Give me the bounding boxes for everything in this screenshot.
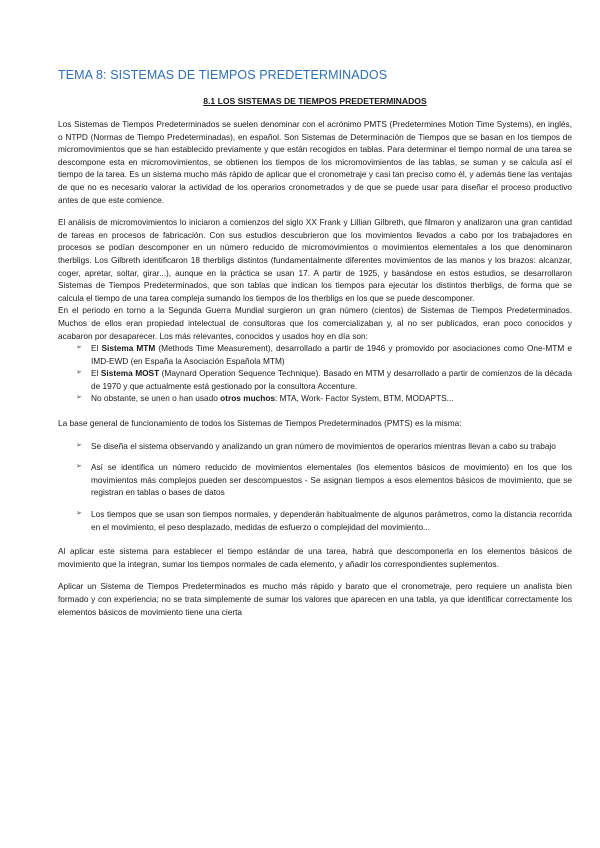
arrow-bullet-icon: ➢	[76, 510, 82, 518]
paragraph-speed: Aplicar un Sistema de Tiempos Predeterminados es mucho más rápido y barato que el cronometraje, pero requiere un analista bien formado y con experiencia; no se trata simplemente de sumar los valores que aparecen en una tabla, ya que identificar correctamente los elementos básicos de movimiento tiene una cierta	[58, 581, 572, 617]
page-title: TEMA 8: SISTEMAS DE TIEMPOS PREDETERMINADOS	[58, 68, 388, 82]
list-item: ➢ El Sistema MOST (Maynard Operation Sequence Technique). Basado en MTM y desarrollado a partir de comienzos de la década de 1970 y que actualmente está gestionado por la consultora Accenture.	[76, 368, 572, 391]
arrow-bullet-icon: ➢	[76, 369, 82, 377]
paragraph-history: El análisis de micromovimientos lo iniciaron a comienzos del siglo XX Frank y Lillian Gilbreth, que filmaron y analizaron una gran cantidad de tareas en procesos de fabricación. Con sus estudios descubrieron que los movimientos llevados a cabo por los trabajadores en procesos se podían descomponer en un número reducido de micromovimientos o movimientos elementales a los que denominaron therbligs. Los Gilbreth identificaron 18 therbligs distintos (fundamentalmente diferentes movimientos de las manos y los brazos: alcanzar, coger, apretar, soltar, girar...), aunque en la práctica se usan 17. A partir de 1925, y basándose en estos estudios, se desarrollaron Sistemas de Tiempos Predeterminados, que son tablas que indican los tiempos para ejecutar los distintos therbligs, de forma que se calcula el tiempo de una tarea compleja sumando los tiempos de los therbligs en los que se puede descomponer.	[58, 217, 572, 303]
base-list	[58, 440, 572, 534]
arrow-bullet-icon: ➢	[76, 441, 82, 449]
systems-list	[58, 342, 572, 405]
arrow-bullet-icon: ➢	[76, 344, 82, 352]
paragraph-apply: Al aplicar este sistema para establecer el tiempo estándar de una tarea, habrá que descomponerla en los elementos básicos de movimiento que la integran, sumar los tiempos normales de cada elemento, y añadir los correspondientes suplementos.	[58, 546, 572, 569]
section-title: 8.1 LOS SISTEMAS DE TIEMPOS PREDETERMINADOS	[203, 96, 427, 106]
list-item: ➢ Se diseña el sistema observando y analizando un gran número de movimientos de operarios mientras llevan a cabo su trabajo	[76, 440, 556, 451]
arrow-bullet-icon: ➢	[76, 463, 82, 471]
list-item: ➢ El Sistema MTM (Methods Time Measurement), desarrollado a partir de 1946 y promovido por asociaciones como One-MTM e IMD-EWD (en España la Asociación Española MTM)	[76, 343, 572, 366]
list-item: ➢ No obstante, se unen o han usado otros muchos: MTA, Work- Factor System, BTM, MODAPTS...	[76, 393, 454, 404]
list-item: ➢ Así se identifica un número reducido de movimientos elementales (los elementos básicos de movimiento) en los que los movimientos más complejos pueden ser descompuestos - Se asignan tiempos a esos elementos básicos de movimiento, que se registran en tablas o bases de datos	[76, 462, 572, 498]
paragraph-ww2: En el periodo en torno a la Segunda Guerra Mundial surgieron un gran número (cientos) de Sistemas de Tiempos Predeterminados. Muchos de ellos eran propiedad intelectual de consultoras que los comercializaban y, al no ser publicados, eran poco conocidos y acabaron por desaparecer. Los más relevantes, conocidos y usados hoy en día son:	[58, 305, 572, 341]
arrow-bullet-icon: ➢	[76, 394, 82, 402]
paragraph-intro: Los Sistemas de Tiempos Predeterminados se suelen denominar con el acrónimo PMTS (Predetermines Motion Time Systems), en inglés, o NTPD (Normas de Tiempo Predeterminadas), en español. Son Sistemas de Determinación de Tiempos que se basan en los tiempos de micromovimientos que se han establecido previamente y que están recogidos en tablas. Para determinar el tiempo normal de una tarea se descompone esta en micromovimientos, se obtienen los tiempos de los micromovimientos de las tablas, se suman y se calcula así el tiempo de la tarea. Es un sistema mucho más rápido de aplicar que el cronometraje y casi tan preciso como él, y además tiene las ventajas de que no es necesario valorar la actividad de los operarios cronometrados y de que se puede usar para diseñar el proceso productivo antes de que este comience.	[58, 119, 572, 205]
list-item: ➢ Los tiempos que se usan son tiempos normales, y dependerán habitualmente de algunos parámetros, como la distancia recorrida en el movimiento, el peso desplazado, medidas de esfuerzo o complejidad del movimiento...	[76, 509, 572, 532]
paragraph-base: La base general de funcionamiento de todos los Sistemas de Tiempos Predeterminados (PMTS) es la misma:	[58, 418, 462, 429]
